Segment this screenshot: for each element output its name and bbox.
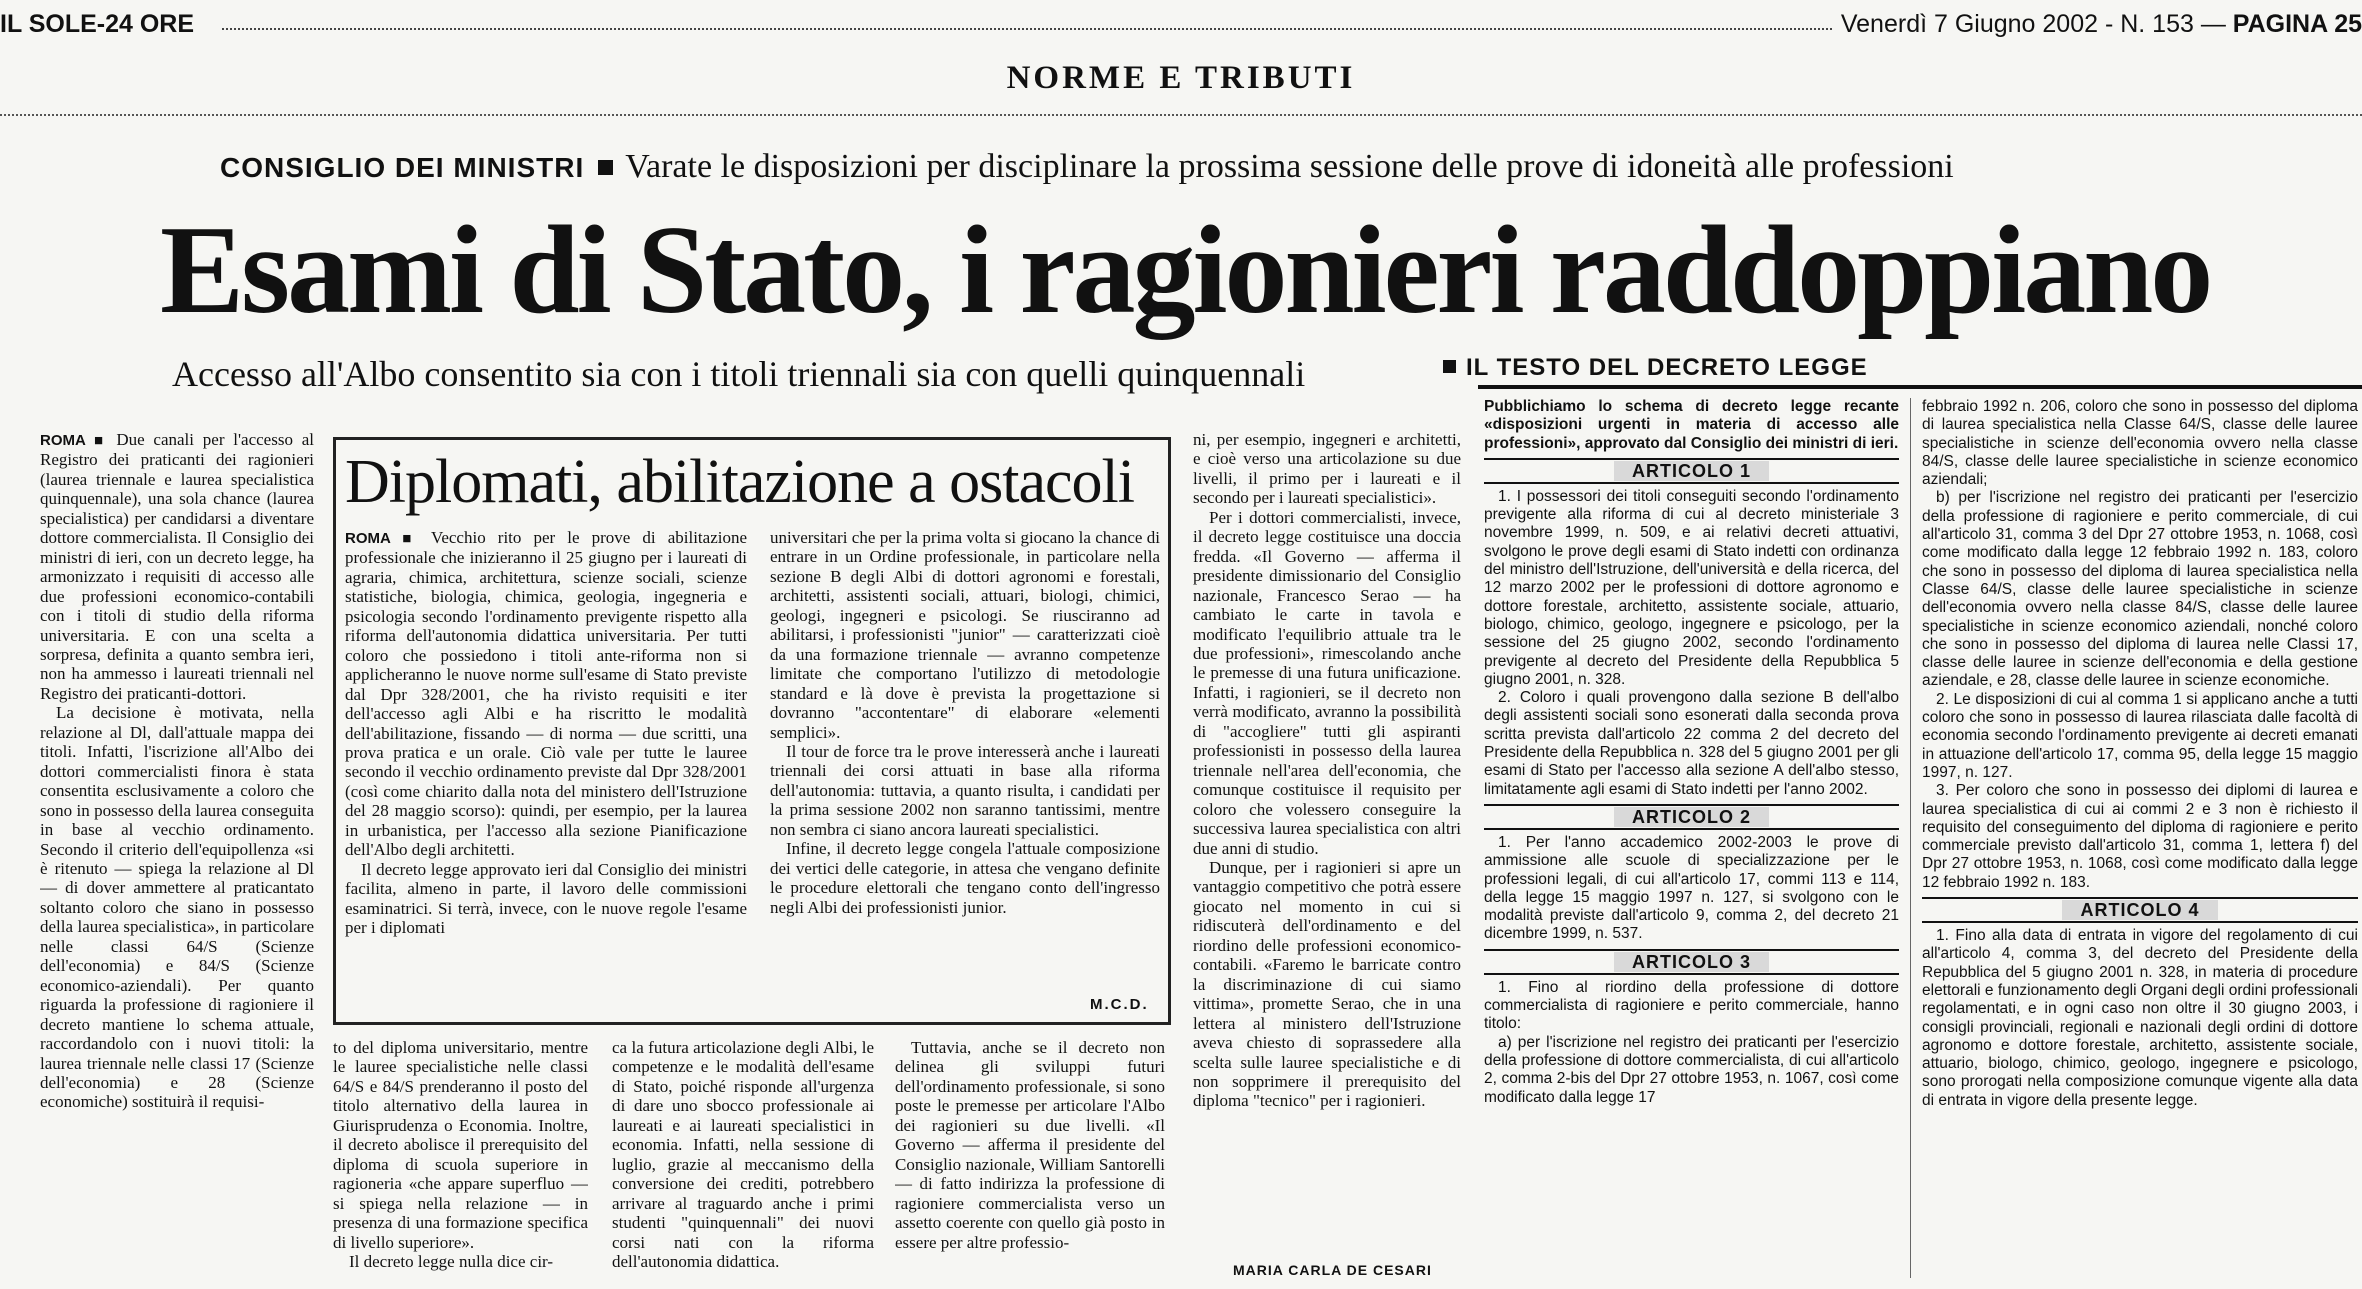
- paragraph-text: Vecchio rito per le prove di abilitazione professionale che inizieranno il 25 giugno per i laureati di agraria, chimica, architettura, scienze sociali, scienze statistiche, biologia, chimica, geologia, ingegneria e psicologia secondo l'ordinamento previgente rispetto alla riforma dell'autonomia didattica universitaria. Per tutti coloro che possiedono i titoli ante-riforma non si applicheranno le nuove norme sull'esame di Stato previste dal Dpr 328/2001, che ha rivisto requisiti e iter dell'accesso agli Albi e ha riscritto le modalità dell'abilitazione, fissando — di norma — due scritti, una prova pratica e un orale. Ciò vale per tutte le lauree secondo il vecchio ordinamento previste dal Dpr 328/2001 (così come chiarito dalla nota del ministero dell'Istruzione del 28 maggio scorso): quindi, per esempio, per la laurea in urbanistica, per l'accesso alla sezione Pianificazione dell'Albo degli architetti.: [345, 528, 747, 860]
- paragraph: Tuttavia, anche se il decreto non delinea gli sviluppi futuri dell'ordinamento professionale, si sono poste le premesse per articolare l'Albo dei ragionieri su due livelli. «Il Governo — afferma il presidente del Consiglio nazionale, William Santorelli — di fatto indirizza la professione di ragioniere commercialista verso un assetto coerente con quello già posto in essere per altre professio-: [895, 1038, 1165, 1252]
- section-dotted-rule: [0, 114, 2362, 116]
- paragraph: Infine, il decreto legge congela l'attuale composizione dei vertici delle categorie, in attesa che vengano definite le procedure elettorali che tengano conto dell'ingresso negli Albi dei professionisti junior.: [770, 839, 1160, 917]
- square-bullet-icon: [598, 160, 613, 175]
- paragraph: 1. I possessori dei titoli conseguiti secondo l'ordinamento previgente alla riforma di cui al decreto ministeriale 3 novembre 1999, n. 509, e ai relativi decreti attuativi, svolgono le prove degli esami di Stato indetti con ordinanza del ministro dell'Istruzione, dell'università e della ricerca, del 12 marzo 2002 per le professioni di dottore agronomo e dottore forestale, architetto, assistente sociale, attuario, biologo, chimico, geologo, ingegnere e psicologo, per la sessione del 25 giugno 2002, secondo l'ordinamento previgente al decreto del Presidente della Repubblica 5 giugno 2001, n. 328.: [1484, 487, 1899, 688]
- kicker-org: CONSIGLIO DEI MINISTRI: [220, 152, 585, 183]
- masthead-dotted-rule: [222, 28, 1832, 30]
- paragraph: 1. Fino alla data di entrata in vigore del regolamento di cui all'articolo 4, comma 3, del decreto del Presidente della Repubblica del 5 giugno 2001 n. 328, in materia di procedure elettorali e funzionamento degli Organi degli ordini professionali regolamentati, e in ogni caso non oltre il 30 giugno 2003, i consigli provinciali, regionali e nazionali degli ordini di dottore agronomo e dottore forestale, architetto, assistente sociale, attuario, biologo, chimico, geologo, ingegnere e psicologo, sono prorogati nella composizione comunque vigente alla data di entrata in vigore della presente legge.: [1922, 927, 2358, 1109]
- paragraph: febbraio 1992 n. 206, coloro che sono in possesso del diploma di laurea specialistica nella Classe 64/S, classe delle lauree specialistiche in scienze dell'economia ovvero nella classe 84/S, classe delle lauree specialistiche in scienze economico aziendali;: [1922, 398, 2358, 489]
- article-1-heading: [1484, 458, 1899, 484]
- article-dateline: ROMA ■: [40, 432, 108, 449]
- main-signature: MARIA CARLA DE CESARI: [1233, 1262, 1432, 1278]
- article-4-title: ARTICOLO 4: [2062, 900, 2217, 920]
- article-3-title: ARTICOLO 3: [1614, 952, 1769, 972]
- boxed-signature: M.C.D.: [1090, 996, 1149, 1013]
- paragraph: Il decreto legge approvato ieri dal Consiglio dei ministri facilita, almeno in parte, il lavoro delle commissioni esaminatrici. Si terrà, invece, con le nuove regole l'esame per i diplomati: [345, 859, 747, 938]
- main-article-col-4: [895, 1038, 1165, 1285]
- main-article-col-1: [40, 430, 314, 1285]
- decree-label: [1443, 354, 1868, 382]
- kicker: [220, 148, 1954, 186]
- newspaper-name: IL SOLE-24 ORE: [0, 10, 195, 38]
- paragraph: [40, 430, 314, 703]
- decree-col-1: [1484, 398, 1899, 1285]
- paragraph-text: Due canali per l'accesso al Registro dei praticanti dei ragionieri (laurea triennale e laurea specialistica quinquennale), una sola chance (laurea specialistica) per candidarsi a diventare dottore commercialista. Il Consiglio dei ministri di ieri, con un decreto legge, ha armonizzato i requisiti di accesso alle due professioni economico-contabili con i titoli di studio della riforma universitaria. E con una scelta a sorpresa, definita a quanto sembra ieri, non ha ammesso i laureati triennali nel Registro dei praticanti-dottori.: [40, 430, 314, 703]
- paragraph: 1. Per l'anno accademico 2002-2003 le prove di ammissione alle scuole di specializzazione per le professioni legali, di cui all'articolo 17, commi 113 e 114, della legge 15 maggio 1997 n. 127, si svolgono con le modalità previste dall'articolo 9, comma 2, del decreto 21 dicembre 1999, n. 537.: [1484, 833, 1899, 943]
- decree-col-2: [1922, 398, 2358, 1285]
- paragraph: b) per l'iscrizione nel registro dei praticanti per l'esercizio della professione di ragioniere e perito commerciale, di cui all'articolo 31, comma 3 del Dpr 27 ottobre 1953, n. 1068, così come modificato dalla legge 12 febbraio 1992 n. 183, coloro che sono in possesso del diploma di laurea specialistica nella Classe 64/S, classe delle lauree specialistiche in scienze dell'economia ovvero nella classe 84/S, classe delle lauree specialistiche in scienze economico aziendali, nonché coloro che sono in possesso del diploma di laurea nelle Classi 17, classe delle lauree in scienze dell'economia e della gestione aziendale, e 28, classe delle lauree in scienze economiche.: [1922, 489, 2358, 690]
- section-title: NORME E TRIBUTI: [1006, 60, 1356, 96]
- boxed-dateline: ROMA ■: [345, 530, 420, 547]
- paragraph: Dunque, per i ragionieri si apre un vantaggio competitivo che potrà essere giocato nel momento in cui si ridiscuterà dell'ordinamento e del riordino delle professioni economico-contabili. «Faremo le barricate contro la discriminazione di cui siamo vittima», promette Serao, che in una lettera al ministero dell'Istruzione aveva chiesto di soprassedere alla scelta sulle lauree specialistiche e di non sopprimere il prerequisito del diploma "tecnico" per i ragionieri.: [1193, 857, 1461, 1111]
- paragraph: Per i dottori commercialisti, invece, il decreto legge costituisce una doccia fredda. «Il Governo — afferma il presidente dimissionario del Consiglio nazionale, Francesco Serao — ha cambiato le carte in tavola e modificato l'equilibrio attuale tra le due professioni», rimescolando anche le premesse di una futura unificazione. Infatti, i ragionieri, se il decreto non verrà modificato, avranno la possibilità di "accogliere" tutti gli aspiranti professionisti in possesso della laurea triennale nell'area dell'economia, che comunque costituisce il requisito per coloro che volessero conseguire la successiva laurea specialistica con altri due anni di studio.: [1193, 507, 1461, 858]
- paragraph: 2. Le disposizioni di cui al comma 1 si applicano anche a tutti coloro che sono in possesso di laurea rilasciata dalle facoltà di economia secondo l'ordinamento previgente ai decreti emanati in attuazione dell'articolo 17, comma 95, della legge 15 maggio 1997, n. 127.: [1922, 690, 2358, 781]
- boxed-article-title: Diplomati, abilitazione a ostacoli: [345, 448, 1134, 516]
- decree-top-rule: [1478, 385, 2362, 389]
- page-number: PAGINA 25: [2232, 10, 2362, 38]
- paragraph: to del diploma universitario, mentre le lauree specialistiche nelle classi 64/S e 84/S prenderanno il posto del titolo alternativo della laurea in Giurisprudenza o Economia. Inoltre, il decreto abolisce il prerequisito del diploma di scuola superiore in ragioneria «che appare superfluo — si spiega nella relazione — in presenza di una formazione specifica di livello superiore».: [333, 1038, 588, 1252]
- paragraph: ca la futura articolazione degli Albi, le competenze e le modalità dell'esame di Stato, poiché risponde all'urgenza di dare uno sbocco professionale ai laureati e ai laureati specialistici in economia. Infatti, nella sessione di luglio, grazie al meccanismo della conversione dei crediti, potrebbero arrivare al traguardo anche i primi studenti "quinquennali" dei nuovi corsi nati con la riforma dell'autonomia didattica.: [612, 1038, 874, 1271]
- paragraph: Il tour de force tra le prove interesserà anche i laureati triennali dei corsi attuati in base alla riforma dell'autonomia: tuttavia, a quanto risulta, i candidati per la prima sessione 2002 non saranno tantissimi, mentre non sembra ci siano ancora laureati specialistici.: [770, 741, 1160, 839]
- paragraph: [345, 528, 747, 860]
- issue-date: Venerdì 7 Giugno 2002 - N. 153 —: [1840, 10, 2226, 38]
- paragraph: La decisione è motivata, nella relazione al Dl, dall'attuale mappa dei titoli. Infatti, l'iscrizione all'Albo dei dottori commercialisti finora è stata consentita esclusivamente a coloro che sono in possesso della laurea conseguita in base al vecchio ordinamento. Secondo il criterio dell'equipollenza «si è ritenuto — spiega la relazione al Dl — di dover ammettere al praticantato soltanto coloro che siano in possesso della laurea specialistica», in particolare nelle classi 64/S (Scienze dell'economia) e 84/S (Scienze economico-aziendali). Per quanto riguarda la professione di ragioniere il decreto mantiene lo schema attuale, raccordandolo con i nuovi titoli: la laurea triennale nelle classi 17 (Scienze dell'economia) e 28 (Scienze economiche) sostituirà il requisi-: [40, 703, 314, 1112]
- column-divider: [1910, 398, 1911, 1278]
- article-1-title: ARTICOLO 1: [1614, 461, 1769, 481]
- paragraph: a) per l'iscrizione nel registro dei praticanti per l'esercizio della professione di dottore commercialista, di cui all'articolo 2, comma 2-bis del Dpr 27 ottobre 1953, n. 1067, così come modificato dalla legge 17: [1484, 1033, 1899, 1106]
- headline: Esami di Stato, i ragionieri raddoppiano: [160, 201, 2211, 340]
- subhead: Accesso all'Albo consentito sia con i titoli triennali sia con quelli quinquennali: [172, 354, 1306, 394]
- paragraph: 1. Fino al riordino della professione di dottore commercialista di ragioniere e perito commerciale, hanno titolo:: [1484, 978, 1899, 1033]
- square-bullet-icon: [1443, 360, 1456, 373]
- article-3-heading: [1484, 949, 1899, 975]
- paragraph: ni, per esempio, ingegneri e architetti, e cioè verso una articolazione su due livelli, il primo per i laureati e il secondo per i laureati specialistici».: [1193, 430, 1461, 508]
- article-2-title: ARTICOLO 2: [1614, 807, 1769, 827]
- main-article-col-3: [612, 1038, 874, 1285]
- paragraph: Il decreto legge nulla dice cir-: [349, 1251, 554, 1271]
- paragraph: universitari che per la prima volta si giocano la chance di entrare in un Ordine professionale, in particolare nella sezione B degli Albi di dottori agronomi e forestali, architetti, assistenti sociali, attuari, biologi, chimici, geologi, ingegneri e psicologi. Se riusciranno ad abilitarsi, i professionisti "junior" — caratterizzati cioè da una formazione triennale — avranno competenze limitate che comportano l'utilizzo di metodologie standard e là dove è prevista la progettazione si dovranno "accontentare" di elaborare «elementi semplici».: [770, 528, 1160, 742]
- masthead-bar: [0, 8, 2362, 44]
- article-2-heading: [1484, 804, 1899, 830]
- article-4-heading: [1922, 897, 2358, 923]
- kicker-text: Varate le disposizioni per disciplinare la prossima sessione delle prove di idoneità alle professioni: [625, 148, 1954, 185]
- main-article-col-2: [333, 1038, 588, 1285]
- main-article-col-5: [1193, 430, 1461, 1260]
- paragraph: 2. Coloro i quali provengono dalla sezione B dell'albo degli assistenti sociali sono esonerati dalla seconda prova scritta prevista dall'articolo 22 comma 2 del decreto del Presidente della Repubblica n. 328 del 5 giugno 2001 per gli esami di Stato per l'accesso alla sezione A dell'albo stesso, limitatamente agli esami di Stato indetti per l'anno 2002.: [1484, 689, 1899, 798]
- paragraph: 3. Per coloro che sono in possesso dei diplomi di laurea e laurea specialistica di cui ai commi 2 e 3 non è richiesto il requisito del conseguimento del diploma di ragioniere e perito commerciale previsto dall'articolo 31, comma 1, lettera f) del Dpr 27 ottobre 1953, n. 1068, così come modificato dalla legge 12 febbraio 1992 n. 183.: [1922, 782, 2358, 891]
- boxed-article-col-2: [770, 528, 1160, 958]
- issue-dateline: [1841, 10, 2362, 39]
- decree-intro: Pubblichiamo lo schema di decreto legge recante «disposizioni urgenti in materia di accesso alle professioni», approvato dal Consiglio dei ministri di ieri.: [1484, 398, 1899, 452]
- decree-label-text: IL TESTO DEL DECRETO LEGGE: [1466, 354, 1868, 381]
- boxed-article-col-1: [345, 528, 747, 1018]
